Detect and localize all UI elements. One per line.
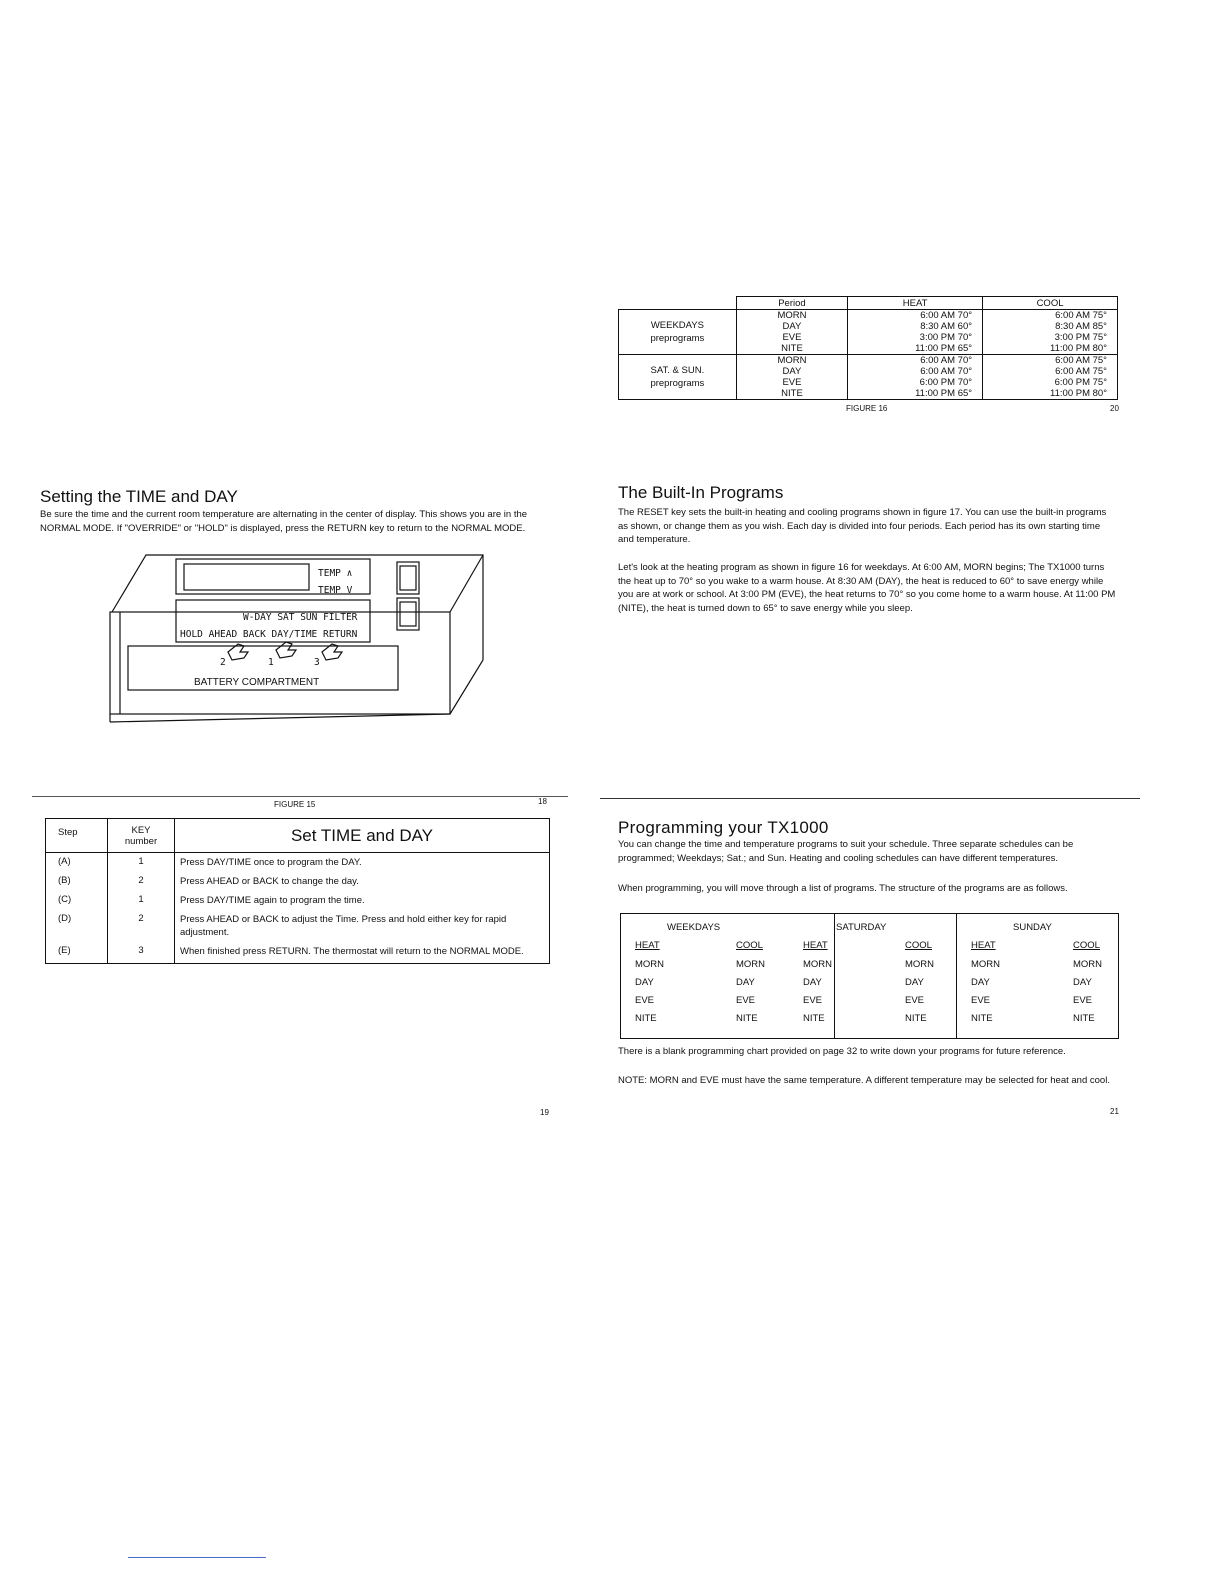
- temp-up-label: TEMP ∧: [318, 568, 353, 579]
- weekdays-cool-header: COOL: [736, 940, 763, 951]
- step-cell: (D): [46, 910, 108, 942]
- instruction-cell: Press DAY/TIME once to program the DAY.: [175, 853, 550, 873]
- divider: [600, 798, 1140, 799]
- figure16-table: [618, 296, 1118, 400]
- paragraph: You can change the time and temperature programs to suit your schedule. Three separate schedules can be programmed; Weekdays; Sat.; and Sun. Heating and cooling schedules can have different temperatures.: [618, 839, 1074, 864]
- steps-table: [45, 818, 550, 964]
- period-cell: [736, 310, 847, 355]
- battery-label: BATTERY COMPARTMENT: [194, 677, 320, 688]
- pointer-2-label: 2: [220, 657, 226, 668]
- pointer-1-label: 1: [268, 657, 274, 668]
- saturday-heat-period: EVE: [803, 995, 823, 1006]
- figure-caption: FIGURE 16: [846, 404, 888, 413]
- weekdays-cool-period: MORN: [736, 959, 766, 970]
- sunday-cool-period: DAY: [1073, 977, 1092, 988]
- divider: [128, 1557, 266, 1558]
- step-header: Step: [46, 819, 108, 853]
- page-number: 20: [1110, 404, 1119, 413]
- sunday-cool-period: MORN: [1073, 959, 1103, 970]
- cool-value: 6:00 AM 75°: [1055, 366, 1107, 377]
- saturday-cool-period: DAY: [905, 977, 924, 988]
- heat-value: 3:00 PM 70°: [919, 332, 973, 343]
- heat-value: 6:00 AM 70°: [920, 366, 973, 377]
- thermostat-figure: [100, 550, 500, 812]
- weekdays-heat-header: HEAT: [635, 940, 660, 951]
- sunday-cool-header: COOL: [1073, 940, 1100, 951]
- instruction-cell: When finished press RETURN. The thermostat will return to the NORMAL MODE.: [175, 942, 550, 964]
- saturday-heat-header: HEAT: [803, 940, 828, 951]
- saturday-cool-period: NITE: [905, 1013, 927, 1024]
- table-row: [46, 872, 550, 891]
- period-value: NITE: [781, 388, 803, 399]
- weekdays-heat-period: DAY: [635, 977, 654, 988]
- intro-paragraph: Be sure the time and the current room temperature are alternating in the center of display. This shows you are in the NORMAL MODE. If "OVERRIDE" or "HOLD" is displayed, press the RETURN key to return to the NORMAL MODE.: [40, 509, 528, 534]
- table-row: [619, 310, 1118, 355]
- key-header-line2: number: [124, 836, 158, 847]
- instruction-cell: Press AHEAD or BACK to adjust the Time. Press and hold either key for rapid adjustment.: [175, 910, 550, 942]
- saturday-cool-period: MORN: [905, 959, 935, 970]
- period-header: Period: [736, 297, 847, 310]
- key-cell: 1: [108, 853, 175, 873]
- cool-value: 6:00 AM 75°: [1055, 355, 1107, 366]
- step-cell: (E): [46, 942, 108, 964]
- sunday-heat-period: MORN: [971, 959, 1001, 970]
- figure-caption: FIGURE 15: [274, 800, 316, 809]
- cool-cell: [983, 355, 1118, 400]
- sunday-heat-header: HEAT: [971, 940, 996, 951]
- group-label-line2: preprograms: [650, 378, 705, 389]
- saturday-header: SATURDAY: [836, 922, 887, 933]
- table-row: [46, 942, 550, 964]
- heat-value: 11:00 PM 65°: [915, 388, 973, 399]
- cool-value: 6:00 AM 75°: [1055, 310, 1107, 321]
- saturday-heat-period: NITE: [803, 1013, 825, 1024]
- key-header-line1: KEY: [131, 825, 151, 836]
- heat-value: 6:00 AM 70°: [920, 310, 973, 321]
- divider: [834, 914, 835, 1038]
- divider: [956, 914, 957, 1038]
- key-cell: 3: [108, 942, 175, 964]
- table-row: [619, 355, 1118, 400]
- paragraph: When programming, you will move through a list of programs. The structure of the programs are as follows.: [618, 883, 1068, 894]
- key-cell: 2: [108, 872, 175, 891]
- table-row: [46, 891, 550, 910]
- period-value: DAY: [782, 321, 802, 332]
- heat-value: 11:00 PM 65°: [915, 343, 973, 354]
- temp-down-label: TEMP V: [318, 585, 353, 596]
- program-structure-table: [620, 913, 1119, 1039]
- divider: [32, 796, 568, 797]
- weekdays-header: WEEKDAYS: [667, 922, 721, 933]
- weekdays-heat-period: NITE: [635, 1013, 657, 1024]
- weekdays-heat-period: EVE: [635, 995, 655, 1006]
- page-number: 18: [538, 797, 547, 806]
- sunday-heat-period: DAY: [971, 977, 990, 988]
- cool-header: COOL: [983, 297, 1118, 310]
- group-label-line1: WEEKDAYS: [650, 320, 704, 331]
- pointer-3-label: 3: [314, 657, 320, 668]
- heat-value: 6:00 PM 70°: [919, 377, 973, 388]
- table-row: [46, 910, 550, 942]
- saturday-heat-period: MORN: [803, 959, 833, 970]
- period-value: MORN: [777, 355, 807, 366]
- weekdays-heat-period: MORN: [635, 959, 665, 970]
- day-keys-label: W-DAY SAT SUN FILTER: [243, 612, 358, 623]
- period-value: NITE: [781, 343, 803, 354]
- saturday-heat-period: DAY: [803, 977, 822, 988]
- weekdays-cool-period: NITE: [736, 1013, 758, 1024]
- empty-cell: [619, 297, 737, 310]
- period-value: DAY: [782, 366, 802, 377]
- period-value: EVE: [782, 377, 802, 388]
- step-cell: (A): [46, 853, 108, 873]
- saturday-cool-period: EVE: [905, 995, 925, 1006]
- section-title: Programming your TX1000: [618, 818, 829, 837]
- group-label: [619, 310, 737, 355]
- cool-value: 8:30 AM 85°: [1055, 321, 1107, 332]
- sunday-heat-period: NITE: [971, 1013, 993, 1024]
- paragraph: Let's look at the heating program as shown in figure 16 for weekdays. At 6:00 AM, MORN begins; The TX1000 turns the heat up to 70° so you wake to a warm house. At 8:30 AM (DAY), the heat is reduced to 60° to save energy while you are at work or school. At 3:00 PM (EVE), the heat returns to 70° so you come home to a warm house. At 11:00 PM (NITE), the heat is turned down to 65° to save energy while you sleep.: [618, 562, 1116, 614]
- section-title: The Built-In Programs: [618, 483, 784, 502]
- page-number: 19: [540, 1108, 549, 1117]
- instruction-cell: Press DAY/TIME again to program the time.: [175, 891, 550, 910]
- period-value: EVE: [782, 332, 802, 343]
- weekdays-cool-period: EVE: [736, 995, 756, 1006]
- group-label: [619, 355, 737, 400]
- table-row: [46, 853, 550, 873]
- key-cell: 1: [108, 891, 175, 910]
- sunday-header: SUNDAY: [1013, 922, 1052, 933]
- paragraph: There is a blank programming chart provided on page 32 to write down your programs for future reference.: [618, 1046, 1066, 1057]
- sunday-cool-period: EVE: [1073, 995, 1093, 1006]
- weekdays-cool-period: DAY: [736, 977, 755, 988]
- group-label-line1: SAT. & SUN.: [650, 365, 705, 376]
- paragraph: The RESET key sets the built-in heating and cooling programs shown in figure 17. You can use the built-in programs as shown, or change them as you wish. Each day is divided into four periods. Each period has its own starting time and temperature.: [618, 507, 1107, 546]
- heat-header: HEAT: [848, 297, 983, 310]
- heat-value: 8:30 AM 60°: [920, 321, 973, 332]
- cool-cell: [983, 310, 1118, 355]
- paragraph: NOTE: MORN and EVE must have the same temperature. A different temperature may be selected for heat and cool.: [618, 1075, 1110, 1086]
- sunday-cool-period: NITE: [1073, 1013, 1095, 1024]
- page-number: 21: [1110, 1107, 1119, 1116]
- group-label-line2: preprograms: [650, 333, 705, 344]
- heat-value: 6:00 AM 70°: [920, 355, 973, 366]
- function-keys-label: HOLD AHEAD BACK DAY/TIME RETURN: [180, 629, 358, 640]
- step-cell: (B): [46, 872, 108, 891]
- step-cell: (C): [46, 891, 108, 910]
- instruction-cell: Press AHEAD or BACK to change the day.: [175, 872, 550, 891]
- sunday-heat-period: EVE: [971, 995, 991, 1006]
- key-cell: 2: [108, 910, 175, 942]
- steps-table-title: Set TIME and DAY: [175, 819, 550, 853]
- saturday-cool-header: COOL: [905, 940, 932, 951]
- cool-value: 3:00 PM 75°: [1054, 332, 1107, 343]
- period-value: MORN: [777, 310, 807, 321]
- page-title: Setting the TIME and DAY: [40, 487, 238, 506]
- cool-value: 6:00 PM 75°: [1054, 377, 1107, 388]
- heat-cell: [848, 355, 983, 400]
- period-cell: [736, 355, 847, 400]
- key-header: [108, 819, 175, 853]
- cool-value: 11:00 PM 80°: [1050, 343, 1107, 354]
- heat-cell: [848, 310, 983, 355]
- cool-value: 11:00 PM 80°: [1050, 388, 1107, 399]
